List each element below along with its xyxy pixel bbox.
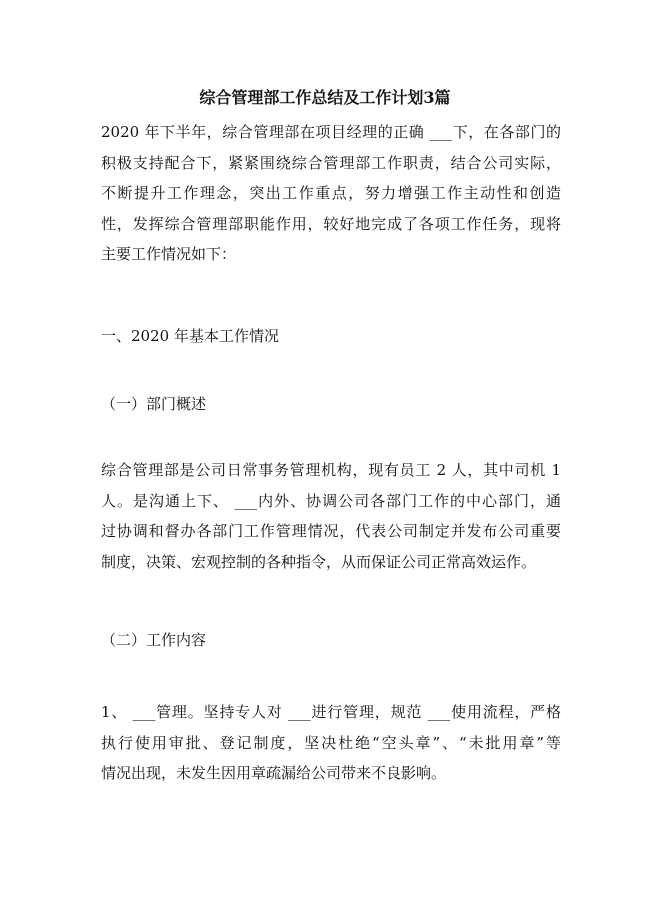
section-heading: 一、2020 年基本工作情况	[101, 327, 279, 345]
intro-line: 性，发挥综合管理部职能作用，较好地完成了各项工作任务，现将	[101, 214, 561, 233]
work-item-paragraph	[101, 697, 561, 789]
overview-line: 综合管理部是公司日常事务管理机构，现有员工 2 人，其中司机 1	[101, 461, 561, 479]
work-item-line: 情况出现，未发生因用章疏漏给公司带来不良影响。	[101, 764, 447, 782]
overview-paragraph	[101, 455, 561, 577]
subsection-heading-overview: （一）部门概述	[101, 395, 207, 413]
overview-line: 制度，决策、宏观控制的各种指令，从而保证公司正常高效运作。	[101, 552, 537, 571]
work-item-line: 执行使用审批、登记制度，坚决杜绝“空头章”、“未批用章”等	[101, 733, 561, 752]
work-item-line: 1、 ___管理。坚持专人对 ___进行管理，规范 ___使用流程，严格	[101, 703, 561, 721]
intro-line: 主要工作情况如下：	[101, 245, 237, 263]
intro-line: 积极支持配合下，紧紧围绕综合管理部工作职责，结合公司实际，	[101, 153, 561, 172]
intro-paragraph	[101, 117, 561, 270]
intro-line: 2020 年下半年，综合管理部在项目经理的正确 ___下，在各部门的	[101, 123, 561, 141]
overview-line: 过协调和督办各部门工作管理情况，代表公司制定并发布公司重要	[101, 522, 561, 540]
document-title: 综合管理部工作总结及工作计划3篇	[199, 88, 451, 107]
intro-line: 不断提升工作理念，突出工作重点，努力增强工作主动性和创造	[101, 184, 561, 202]
overview-line: 人。是沟通上下、 ___内外、协调公司各部门工作的中心部门，通	[101, 491, 561, 510]
subsection-heading-work: （二）工作内容	[101, 631, 207, 649]
